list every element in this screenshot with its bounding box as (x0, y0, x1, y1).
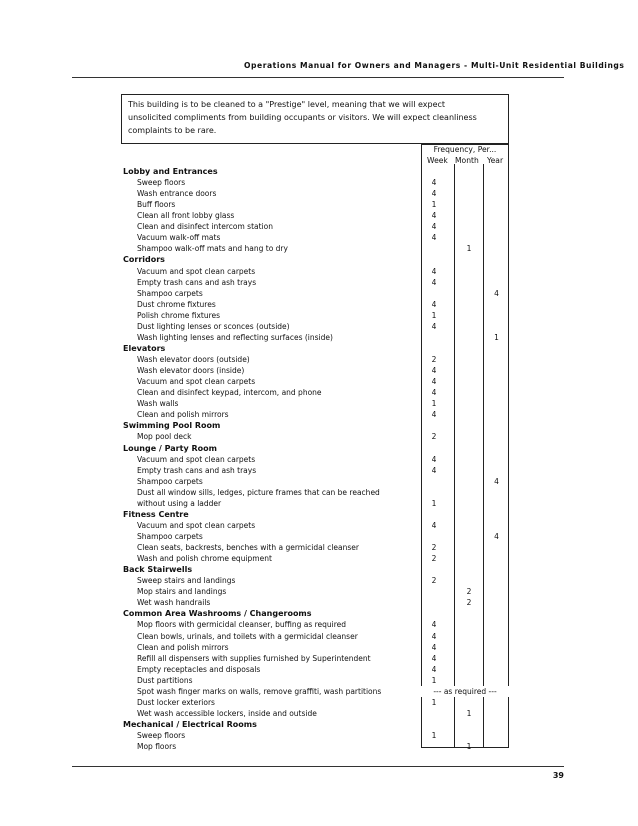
frequency-week: 4 (431, 321, 437, 331)
section-row (0, 420, 638, 431)
task-label: Shampoo carpets (137, 476, 203, 486)
task-row (0, 631, 638, 642)
task-label: Shampoo carpets (137, 531, 203, 541)
week-column-header: Week (427, 156, 448, 165)
frequency-month: 2 (466, 587, 472, 597)
task-label: Vacuum and spot clean carpets (137, 454, 256, 464)
task-label: Shampoo walk-off mats and hang to dry (137, 244, 288, 254)
frequency-week: 4 (431, 266, 437, 276)
task-row (0, 266, 638, 277)
frequency-week: 1 (431, 675, 437, 685)
section-row (0, 608, 638, 619)
task-row (0, 741, 638, 752)
section-row (0, 343, 638, 354)
note-line: complaints to be rare. (128, 126, 217, 135)
task-label: Sweep floors (137, 178, 186, 188)
task-row (0, 398, 638, 409)
frequency-week: 2 (431, 355, 437, 365)
task-label: Wash elevator doors (outside) (137, 355, 250, 365)
task-row (0, 354, 638, 365)
month-column-header: Month (455, 156, 479, 165)
task-row (0, 520, 638, 531)
task-row (0, 210, 638, 221)
task-label: Vacuum and spot clean carpets (137, 520, 256, 530)
section-row (0, 254, 638, 265)
frequency-week: 2 (431, 576, 437, 586)
task-row (0, 387, 638, 398)
task-label: Dust lighting lenses or sconces (outside) (137, 321, 290, 331)
task-label: Clean seats, backrests, benches with a germicidal cleanser (137, 543, 359, 553)
task-row (0, 498, 638, 509)
task-row (0, 221, 638, 232)
task-label: without using a ladder (137, 498, 222, 508)
task-label: Vacuum and spot clean carpets (137, 377, 256, 387)
task-row (0, 177, 638, 188)
task-row (0, 664, 638, 675)
task-label: Clean all front lobby glass (137, 211, 235, 221)
task-label: Shampoo carpets (137, 288, 203, 298)
task-label: Dust locker exteriors (137, 697, 215, 707)
frequency-week: 4 (431, 222, 437, 232)
task-row (0, 431, 638, 442)
task-label: Clean bowls, urinals, and toilets with a germicidal cleanser (137, 631, 358, 641)
frequency-week: 4 (431, 189, 437, 199)
section-row (0, 564, 638, 575)
task-row (0, 553, 638, 564)
frequency-as-required: --- as required --- (421, 686, 509, 697)
task-row (0, 542, 638, 553)
frequency-week: 4 (431, 465, 437, 475)
frequency-month: 2 (466, 598, 472, 608)
task-row (0, 476, 638, 487)
task-label: Wash and polish chrome equipment (137, 554, 272, 564)
frequency-week: 2 (431, 432, 437, 442)
section-heading: Lounge / Party Room (123, 443, 217, 453)
frequency-week: 1 (431, 200, 437, 210)
frequency-week: 4 (431, 454, 437, 464)
task-row (0, 243, 638, 254)
task-label: Clean and disinfect intercom station (137, 222, 273, 232)
task-row (0, 321, 638, 332)
note-line: This building is to be cleaned to a "Prestige" level, meaning that we will expect (128, 100, 446, 109)
task-row (0, 586, 638, 597)
footer-rule (72, 766, 564, 767)
section-row (0, 166, 638, 177)
task-row (0, 188, 638, 199)
task-row (0, 531, 638, 542)
task-label: Vacuum and spot clean carpets (137, 266, 256, 276)
frequency-week: 1 (431, 498, 437, 508)
task-row (0, 575, 638, 586)
section-row (0, 509, 638, 520)
task-label: Clean and polish mirrors (137, 410, 229, 420)
page-number: 39 (552, 771, 564, 780)
task-row (0, 299, 638, 310)
frequency-week: 4 (431, 366, 437, 376)
section-heading: Corridors (123, 255, 165, 265)
frequency-week: 2 (431, 554, 437, 564)
frequency-week: 1 (431, 399, 437, 409)
task-label: Empty receptacles and disposals (137, 664, 261, 674)
frequency-week: 1 (431, 731, 437, 741)
frequency-heading: Frequency, Per... (433, 145, 497, 154)
task-row (0, 199, 638, 210)
task-row (0, 232, 638, 243)
frequency-week: 4 (431, 653, 437, 663)
task-label: Dust chrome fixtures (137, 299, 216, 309)
cleaning-level-note (121, 94, 509, 144)
task-row (0, 376, 638, 387)
task-row (0, 454, 638, 465)
task-label: Dust partitions (137, 675, 193, 685)
task-label: Wash walls (137, 399, 179, 409)
task-row (0, 686, 638, 697)
frequency-week: 4 (431, 664, 437, 674)
task-label: Dust all window sills, ledges, picture frames that can be reached (137, 487, 380, 497)
frequency-week: 1 (431, 310, 437, 320)
task-label: Wash lighting lenses and reflecting surfaces (inside) (137, 332, 333, 342)
frequency-week: 4 (431, 211, 437, 221)
section-heading: Fitness Centre (123, 509, 189, 519)
task-label: Wet wash handrails (137, 598, 211, 608)
task-label: Sweep floors (137, 731, 186, 741)
task-row (0, 642, 638, 653)
frequency-month: 1 (466, 742, 472, 752)
frequency-week: 4 (431, 410, 437, 420)
task-row (0, 465, 638, 476)
frequency-year: 1 (494, 332, 499, 342)
frequency-week: 1 (431, 697, 437, 707)
task-row (0, 332, 638, 343)
section-row (0, 719, 638, 730)
frequency-year: 4 (494, 288, 499, 298)
section-heading: Elevators (123, 343, 166, 353)
frequency-week: 2 (431, 543, 437, 553)
task-label: Buff floors (137, 200, 176, 210)
frequency-week: 4 (431, 388, 437, 398)
task-label: Clean and disinfect keypad, intercom, and phone (137, 388, 322, 398)
note-line: unsolicited compliments from building occupants or visitors. We will expect cleanliness (128, 113, 477, 122)
frequency-month: 1 (466, 244, 472, 254)
task-label: Polish chrome fixtures (137, 310, 221, 320)
frequency-week: 4 (431, 233, 437, 243)
task-label: Wash elevator doors (inside) (137, 366, 245, 376)
task-label: Refill all dispensers with supplies furnished by Superintendent (137, 653, 371, 663)
task-row (0, 487, 638, 498)
frequency-month: 1 (466, 708, 472, 718)
frequency-week: 4 (431, 520, 437, 530)
task-label: Empty trash cans and ash trays (137, 277, 257, 287)
task-row (0, 310, 638, 321)
task-row (0, 288, 638, 299)
task-row (0, 697, 638, 708)
task-label: Sweep stairs and landings (137, 576, 236, 586)
task-row (0, 597, 638, 608)
task-label: Spot wash finger marks on walls, remove graffiti, wash partitions (137, 686, 382, 696)
task-label: Wet wash accessible lockers, inside and outside (137, 708, 317, 718)
header-rule (72, 77, 564, 78)
task-label: Empty trash cans and ash trays (137, 465, 257, 475)
task-label: Wash entrance doors (137, 189, 217, 199)
section-heading: Swimming Pool Room (123, 421, 221, 431)
section-heading: Mechanical / Electrical Rooms (123, 720, 257, 729)
task-label: Mop floors (137, 742, 177, 752)
frequency-year: 4 (494, 531, 499, 541)
year-column-header: Year (487, 156, 504, 165)
frequency-week: 4 (431, 178, 437, 188)
task-label: Mop pool deck (137, 432, 192, 442)
task-row (0, 675, 638, 686)
task-label: Clean and polish mirrors (137, 642, 229, 652)
section-heading: Back Stairwells (123, 565, 193, 575)
task-row (0, 653, 638, 664)
running-header: Operations Manual for Owners and Managers - Multi-Unit Residential Buildings (244, 61, 625, 70)
frequency-year: 4 (494, 476, 499, 486)
task-row (0, 619, 638, 630)
task-row (0, 409, 638, 420)
frequency-week: 4 (431, 299, 437, 309)
task-label: Vacuum walk-off mats (137, 233, 221, 243)
frequency-week: 4 (431, 631, 437, 641)
task-label: Mop stairs and landings (137, 587, 227, 597)
frequency-week: 4 (431, 377, 437, 387)
task-row (0, 730, 638, 741)
task-row (0, 708, 638, 719)
task-label: Mop floors with germicidal cleanser, buffing as required (137, 620, 347, 630)
section-heading: Common Area Washrooms / Changerooms (123, 609, 312, 619)
frequency-week: 4 (431, 620, 437, 630)
section-row (0, 443, 638, 454)
task-row (0, 277, 638, 288)
frequency-week: 4 (431, 277, 437, 287)
task-row (0, 365, 638, 376)
frequency-week: 4 (431, 642, 437, 652)
section-heading: Lobby and Entrances (123, 167, 218, 176)
